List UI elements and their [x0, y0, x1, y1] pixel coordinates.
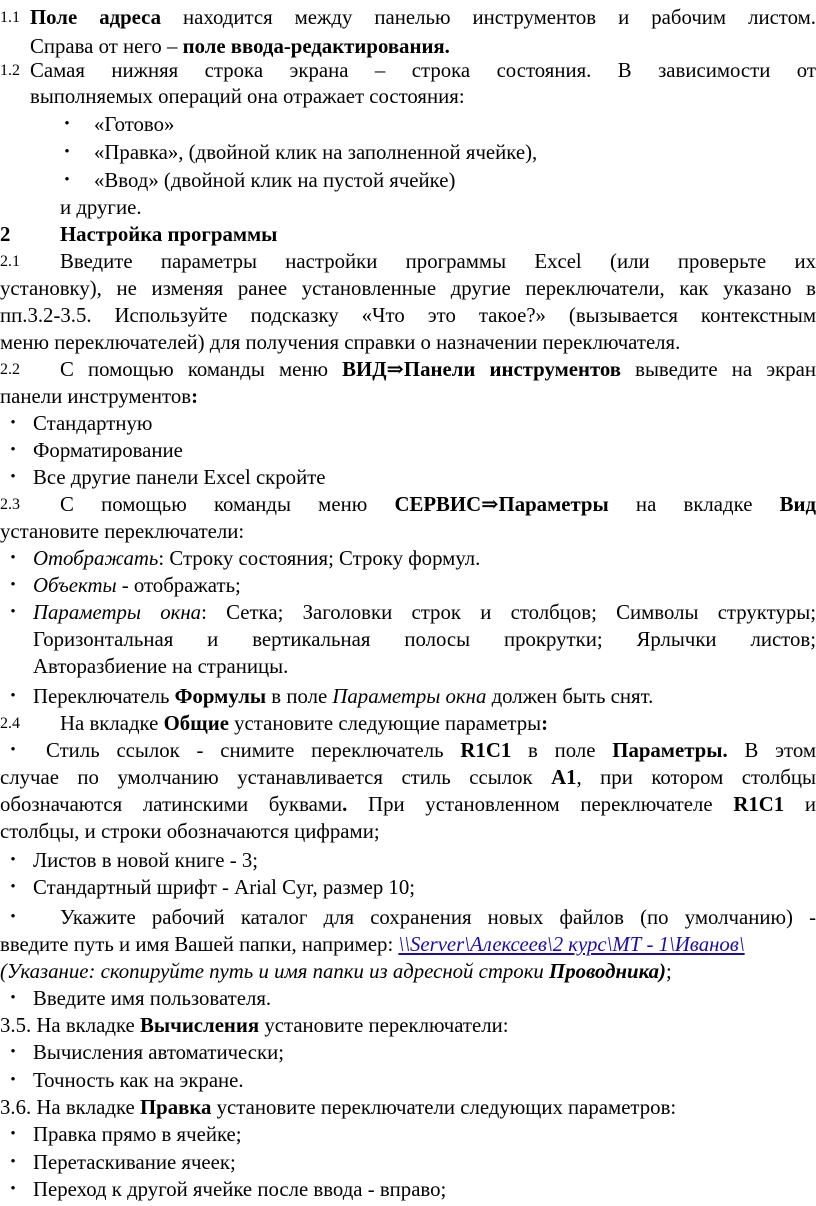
list-item [0, 1067, 816, 1094]
tab-name: Общие [163, 712, 229, 735]
text: установите следующие параметры [228, 712, 542, 735]
list-item-continuation [0, 958, 816, 985]
list-item-text: «Готово» [94, 113, 175, 136]
list-item-text: Переход к другой ячейке после ввода - вправо; [33, 1178, 447, 1201]
list-item [0, 847, 816, 874]
section-heading [0, 221, 816, 248]
paragraph-number: 2.1 [0, 253, 20, 270]
list-item [0, 1149, 816, 1176]
text: Справа от него – [30, 35, 183, 58]
text: обозначаются латинскими буквами [0, 793, 343, 816]
paragraph-1-1-line-1 [0, 4, 816, 31]
paragraph-2-1-line-1 [0, 248, 816, 275]
list-item [0, 139, 816, 166]
tab-name: Вид [779, 493, 816, 516]
bullet-icon: • [10, 879, 16, 895]
bullet-icon: • [10, 990, 16, 1006]
bullet-icon: • [10, 1044, 16, 1060]
paragraph-number: 3.5. [0, 1014, 32, 1037]
paragraph-3-5 [0, 1012, 816, 1039]
bullet-icon: • [64, 172, 70, 188]
text: С помощью команды меню [60, 358, 343, 381]
list-item-text: : Строку состояния; Строку формул. [158, 547, 481, 570]
text: в поле [511, 739, 613, 762]
text: На вкладке [60, 712, 164, 735]
list-item [0, 545, 816, 572]
term-explorer: Проводника) [549, 960, 666, 983]
text: случае по умолчанию устанавливается стиль ссылок [0, 766, 552, 789]
text: Переключатель [33, 685, 175, 708]
list-item-continuation [0, 931, 816, 958]
paragraph-2-3-line-2: установите переключатели: [0, 520, 245, 543]
paragraph-number: 2.3 [0, 496, 20, 513]
tab-name: Вычисления [139, 1014, 260, 1037]
list-item-text: Точность как на экране. [33, 1069, 244, 1092]
bullet-icon: • [64, 144, 70, 160]
list-item-continuation: столбцы, и строки обозначаются цифрами; [0, 820, 380, 843]
list-item [0, 683, 816, 710]
paragraph-2-1-line-4: меню переключателей) для получения справки о назначении переключателя. [0, 331, 681, 354]
bullet-icon: • [10, 442, 16, 458]
paragraph-2-3-line-1 [0, 491, 816, 518]
option-group: Параметры. [612, 739, 728, 762]
list-item-text: Правка прямо в ячейке; [33, 1123, 242, 1146]
bullet-icon: • [10, 550, 16, 566]
option-name: A1 [551, 766, 577, 789]
list-item-text: Стандартную [33, 412, 153, 435]
option-group: Параметры окна [332, 685, 487, 708]
list-item-continuation: Авторазбиение на страницы. [33, 655, 289, 678]
paragraph-1-2-line-2: выполняемых операций она отражает состояния: [30, 85, 465, 108]
list-item [0, 111, 816, 138]
paragraph-2-2-line-1 [0, 356, 816, 383]
paragraph-1-1-line-2 [30, 33, 816, 60]
list-item [0, 437, 816, 464]
list-item [0, 985, 816, 1012]
paragraph-2-1-line-2: установку), не изменяя ранее установленные другие переключатели, как указано в [0, 277, 816, 300]
list-item [0, 737, 816, 764]
list-item [0, 167, 816, 194]
list-item-continuation: Горизонтальная и вертикальная полосы прокрутки; Ярлычки листов; [33, 628, 816, 651]
list-item-text: - отображать; [116, 574, 241, 597]
text: установите переключатели следующих параметров: [211, 1096, 677, 1119]
list-item [0, 904, 816, 931]
text: На вкладке [31, 1014, 140, 1037]
list-item [0, 410, 816, 437]
text: на вкладке [608, 493, 780, 516]
text: При установленном переключателе [347, 793, 734, 816]
list-item-text: : Сетка; Заголовки строк и столбцов; Символы структуры; [201, 601, 816, 624]
paragraph-2-1-line-3: пп.3.2-3.5. Используйте подсказку «Что это такое?» (вызывается контекстным [0, 304, 816, 327]
text: На вкладке [31, 1096, 140, 1119]
list-item [0, 874, 816, 901]
paragraph-3-6 [0, 1094, 816, 1121]
option-name: R1C1 [460, 739, 512, 762]
term-edit-field: поле ввода-редактирования. [182, 35, 450, 58]
text: Введите параметры настройки программы Excel (или проверьте их [60, 250, 816, 273]
bullet-icon: • [10, 604, 16, 620]
paragraph-number: 3.6. [0, 1096, 32, 1119]
text: Стиль ссылок - снимите переключатель [46, 739, 461, 762]
text: и [784, 793, 816, 816]
list-item-text: Все другие панели Excel скройте [33, 466, 326, 489]
section-number: 2 [0, 223, 11, 246]
text: введите путь и имя Вашей папки, например: [0, 933, 399, 956]
paragraph-number: 1.2 [0, 62, 20, 79]
colon: : [541, 712, 549, 735]
text: панели инструментов [0, 385, 192, 408]
text: (Указание: скопируйте путь и имя папки из адресной строки [0, 960, 550, 983]
bullet-icon: • [10, 852, 16, 868]
list-item-continuation [0, 764, 816, 791]
text: . [342, 793, 348, 816]
colon: : [191, 385, 198, 408]
option-group: Параметры окна [33, 601, 202, 624]
paragraph-1-2-line-1 [0, 57, 816, 84]
list-item-text: Стандартный шрифт - Arial Cyr, размер 10; [33, 876, 415, 899]
list-item [0, 599, 816, 626]
menu-command: СЕРВИС⇒Параметры [394, 493, 609, 516]
section-title: Настройка программы [60, 223, 278, 246]
text: В этом [727, 739, 816, 762]
text: находится между панелью инструментов и рабочим листом. [161, 6, 816, 29]
list-item-text: «Ввод» (двойной клик на пустой ячейке) [94, 169, 456, 192]
option-name: Формулы [174, 685, 267, 708]
bullet-icon: • [64, 116, 70, 132]
bullet-icon: • [10, 1154, 16, 1170]
bullet-icon: • [10, 1181, 16, 1197]
list-item-continuation [0, 791, 816, 818]
bullet-icon: • [10, 688, 16, 704]
bullet-icon: • [10, 1072, 16, 1088]
paragraph-2-4-line-1 [0, 710, 816, 737]
option-group: Отображать [33, 547, 159, 570]
text: в поле [266, 685, 333, 708]
paragraph-2-2-line-2 [0, 383, 816, 410]
text: , при котором столбцы [576, 766, 816, 789]
paragraph-number: 1.1 [0, 9, 20, 26]
text: должен быть снят. [486, 685, 654, 708]
bullet-icon: • [10, 909, 16, 925]
bullet-icon: • [10, 577, 16, 593]
text: С помощью команды меню [60, 493, 395, 516]
folder-path-link[interactable]: \\Server\Алексеев\2 курс\МТ - 1\Иванов\ [398, 933, 745, 956]
bullet-icon: • [10, 742, 16, 758]
text: установите переключатели: [259, 1014, 509, 1037]
list-item [0, 572, 816, 599]
tab-name: Правка [139, 1096, 212, 1119]
bullet-icon: • [10, 415, 16, 431]
list-item-text: Введите имя пользователя. [33, 987, 272, 1010]
list-item [0, 1039, 816, 1066]
list-item-text: «Правка», (двойной клик на заполненной ячейке), [94, 141, 538, 164]
text: ; [665, 960, 672, 983]
option-name: R1C1 [733, 793, 785, 816]
list-tail: и другие. [60, 196, 142, 219]
text: Самая нижняя строка экрана – строка состояния. В зависимости от [30, 59, 816, 82]
option-group: Объекты [33, 574, 117, 597]
menu-command: ВИД⇒Панели инструментов [342, 358, 621, 381]
list-item [0, 464, 816, 491]
bullet-icon: • [10, 469, 16, 485]
list-item [0, 1176, 816, 1203]
list-item-text: Листов в новой книге - 3; [33, 849, 258, 872]
list-item-text: Перетаскивание ячеек; [33, 1151, 236, 1174]
text: выведите на экран [621, 358, 816, 381]
bullet-icon: • [10, 1126, 16, 1142]
paragraph-number: 2.4 [0, 715, 20, 732]
list-item-text: Укажите рабочий каталог для сохранения новых файлов (по умолчанию) - [60, 906, 816, 929]
list-item [0, 1121, 816, 1148]
term-address-field: Поле адреса [30, 6, 162, 29]
list-item-text: Вычисления автоматически; [33, 1041, 285, 1064]
list-item-text: Форматирование [33, 439, 183, 462]
paragraph-number: 2.2 [0, 361, 20, 378]
